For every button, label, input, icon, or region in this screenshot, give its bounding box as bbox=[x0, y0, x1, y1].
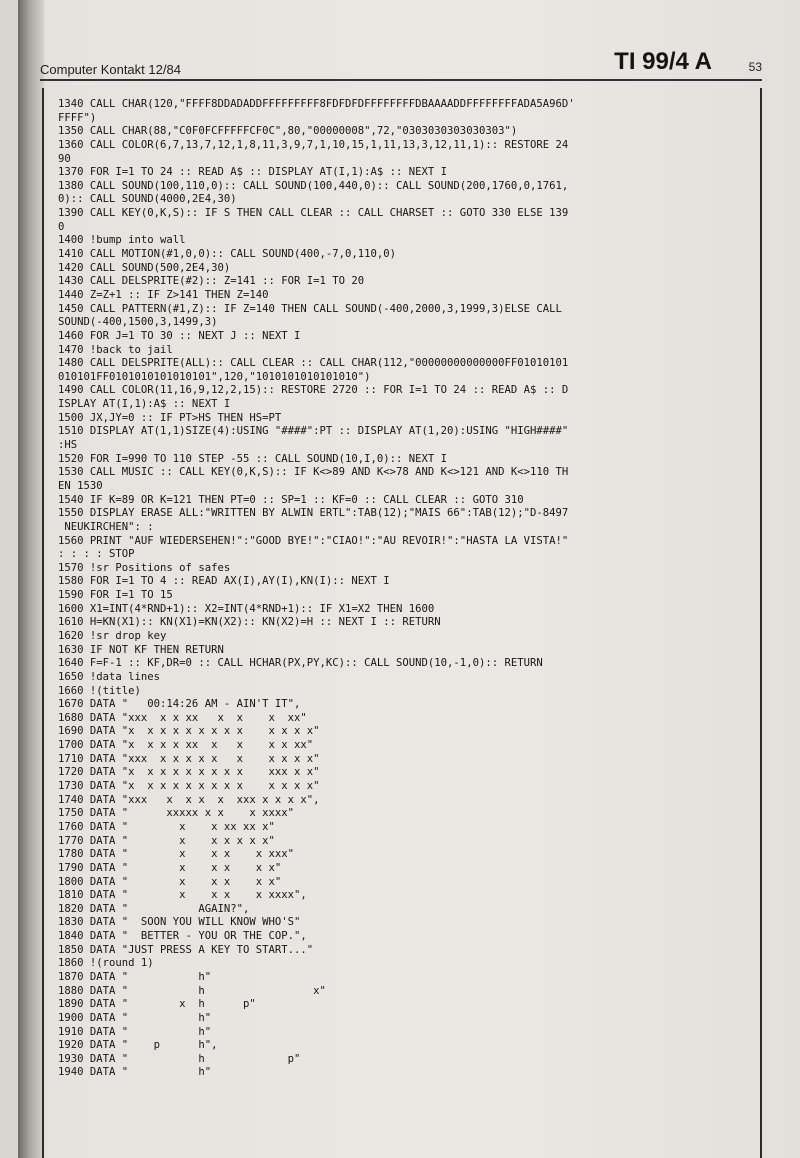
listing-line: 1410 CALL MOTION(#1,0,0):: CALL SOUND(400,-7,0,110,0) bbox=[58, 248, 397, 261]
listing-line: 1850 DATA "JUST PRESS A KEY TO START..." bbox=[58, 943, 314, 956]
listing-line: 1400 !bump into wall bbox=[58, 234, 186, 247]
listing-line: 1680 DATA "xxx x x xx x x x xx" bbox=[58, 711, 307, 724]
listing-line: 1930 DATA " h p" bbox=[58, 1052, 301, 1065]
listing-line: 1390 CALL KEY(0,K,S):: IF S THEN CALL CLEAR :: CALL CHARSET :: GOTO 330 ELSE 139 bbox=[58, 207, 569, 220]
listing-line: 1620 !sr drop key bbox=[58, 629, 167, 642]
listing-line: 1770 DATA " x x x x x x" bbox=[58, 834, 275, 847]
binding-shadow bbox=[18, 0, 44, 1158]
listing-line: 0 bbox=[58, 220, 65, 233]
listing-line: : : : : STOP bbox=[58, 548, 135, 561]
listing-line: FFFF") bbox=[58, 111, 97, 124]
listing-line: 1780 DATA " x x x x xxx" bbox=[58, 848, 294, 861]
listing-line: 1500 JX,JY=0 :: IF PT>HS THEN HS=PT bbox=[58, 411, 282, 424]
listing-line: 1920 DATA " p h", bbox=[58, 1039, 218, 1052]
listing-line: 1760 DATA " x x xx xx x" bbox=[58, 820, 275, 833]
listing-line: 1650 !data lines bbox=[58, 670, 161, 683]
listing-line: 1520 FOR I=990 TO 110 STEP -55 :: CALL SOUND(10,I,0):: NEXT I bbox=[58, 452, 448, 465]
listing-line: 1860 !(round 1) bbox=[58, 957, 154, 970]
listing-line: 1830 DATA " SOON YOU WILL KNOW WHO'S" bbox=[58, 916, 301, 929]
listing-line: ISPLAY AT(I,1):A$ :: NEXT I bbox=[58, 398, 231, 411]
listing-line: 1720 DATA "x x x x x x x x x xxx x x" bbox=[58, 766, 320, 779]
listing-line: 1570 !sr Positions of safes bbox=[58, 561, 231, 574]
listing-line: 1750 DATA " xxxxx x x x xxxx" bbox=[58, 807, 294, 820]
listing-line: 1460 FOR J=1 TO 30 :: NEXT J :: NEXT I bbox=[58, 329, 301, 342]
listing-line: 1910 DATA " h" bbox=[58, 1025, 212, 1038]
listing-line: 1880 DATA " h x" bbox=[58, 984, 326, 997]
listing-line: 0):: CALL SOUND(4000,2E4,30) bbox=[58, 193, 237, 206]
listing-line: 1740 DATA "xxx x x x x xxx x x x x", bbox=[58, 793, 320, 806]
listing-line: 1360 CALL COLOR(6,7,13,7,12,1,8,11,3,9,7,1,10,15,1,11,13,3,12,11,1):: RESTORE 24 bbox=[58, 138, 569, 151]
listing-line: 1450 CALL PATTERN(#1,Z):: IF Z=140 THEN CALL SOUND(-400,2000,3,1999,3)ELSE CALL bbox=[58, 302, 562, 315]
listing-line: 1810 DATA " x x x x xxxx", bbox=[58, 889, 307, 902]
listing-line: 1710 DATA "xxx x x x x x x x x x x" bbox=[58, 752, 320, 765]
listing-line: 1340 CALL CHAR(120,"FFFF8DDADADDFFFFFFFFF8FDFDFDFFFFFFFFDBAAAADDFFFFFFFFADA5A96D' bbox=[58, 98, 575, 110]
listing-line: 1580 FOR I=1 TO 4 :: READ AX(I),AY(I),KN(I):: NEXT I bbox=[58, 575, 390, 588]
listing-line: NEUKIRCHEN": : bbox=[58, 520, 154, 533]
page-header bbox=[40, 48, 762, 82]
listing-line: 1350 CALL CHAR(88,"C0F0FCFFFFFCF0C",80,"00000008",72,"0303030303030303") bbox=[58, 125, 518, 138]
listing-line: 1420 CALL SOUND(500,2E4,30) bbox=[58, 261, 231, 274]
listing-line: 1550 DISPLAY ERASE ALL:"WRITTEN BY ALWIN ERTL":TAB(12);"MAIS 66":TAB(12);"D-8497 bbox=[58, 507, 569, 520]
listing-line: 1820 DATA " AGAIN?", bbox=[58, 902, 250, 915]
listing-line: SOUND(-400,1500,3,1499,3) bbox=[58, 316, 218, 329]
listing-line: EN 1530 bbox=[58, 479, 103, 492]
listing-line: 1430 CALL DELSPRITE(#2):: Z=141 :: FOR I=1 TO 20 bbox=[58, 275, 365, 288]
listing-line: 1370 FOR I=1 TO 24 :: READ A$ :: DISPLAY AT(I,1):A$ :: NEXT I bbox=[58, 166, 448, 179]
listing-line: 1470 !back to jail bbox=[58, 343, 173, 356]
listing-line: 1610 H=KN(X1):: KN(X1)=KN(X2):: KN(X2)=H :: NEXT I :: RETURN bbox=[58, 616, 441, 629]
listing-line: 1590 FOR I=1 TO 15 bbox=[58, 589, 173, 602]
listing-line: 1900 DATA " h" bbox=[58, 1011, 212, 1024]
listing-line: 1870 DATA " h" bbox=[58, 971, 212, 983]
listing-line: 1730 DATA "x x x x x x x x x x x x x" bbox=[58, 780, 320, 793]
listing-line: 1380 CALL SOUND(100,110,0):: CALL SOUND(100,440,0):: CALL SOUND(200,1760,0,1761, bbox=[58, 179, 569, 192]
listing-line: 1560 PRINT "AUF WIEDERSEHEN!":"GOOD BYE!":"CIAO!":"AU REVOIR!":"HASTA LA VISTA!" bbox=[58, 534, 569, 547]
listing-line: 1530 CALL MUSIC :: CALL KEY(0,K,S):: IF K<>89 AND K<>78 AND K<>121 AND K<>110 TH bbox=[58, 466, 569, 479]
listing-line: 1840 DATA " BETTER - YOU OR THE COP.", bbox=[58, 930, 307, 943]
header-rule bbox=[40, 79, 762, 81]
listing-line: 1660 !(title) bbox=[58, 684, 141, 697]
listing-line: 1700 DATA "x x x x xx x x x x xx" bbox=[58, 739, 314, 752]
listing-line: 1490 CALL COLOR(11,16,9,12,2,15):: RESTORE 2720 :: FOR I=1 TO 24 :: READ A$ :: D bbox=[58, 384, 569, 397]
page-number: 53 bbox=[748, 60, 762, 74]
listing-line: 1630 IF NOT KF THEN RETURN bbox=[58, 643, 224, 656]
listing-line: 1600 X1=INT(4*RND+1):: X2=INT(4*RND+1):: IF X1=X2 THEN 1600 bbox=[58, 602, 435, 615]
system-title: TI 99/4 A bbox=[614, 48, 712, 75]
listing-line: 1640 F=F-1 :: KF,DR=0 :: CALL HCHAR(PX,PY,KC):: CALL SOUND(10,-1,0):: RETURN bbox=[58, 657, 543, 670]
listing-line: 1800 DATA " x x x x x" bbox=[58, 875, 282, 888]
listing-line: :HS bbox=[58, 439, 78, 452]
listing-line: 1480 CALL DELSPRITE(ALL):: CALL CLEAR :: CALL CHAR(112,"00000000000000FF01010101 bbox=[58, 357, 569, 370]
magazine-title: Computer Kontakt 12/84 bbox=[40, 62, 181, 77]
listing-line: 1670 DATA " 00:14:26 AM - AIN'T IT", bbox=[58, 698, 301, 711]
listing-line: 1890 DATA " x h p" bbox=[58, 998, 256, 1011]
listing-line: 1440 Z=Z+1 :: IF Z>141 THEN Z=140 bbox=[58, 288, 269, 301]
listing-line: 1790 DATA " x x x x x" bbox=[58, 861, 282, 874]
listing-line: 90 bbox=[58, 152, 71, 165]
listing-line: 010101FF0101010101010101",120,"1010101010101010") bbox=[58, 370, 371, 383]
listing-line: 1940 DATA " h" bbox=[58, 1066, 212, 1079]
listing-line: 1690 DATA "x x x x x x x x x x x x x" bbox=[58, 725, 320, 738]
listing-line: 1540 IF K=89 OR K=121 THEN PT=0 :: SP=1 :: KF=0 :: CALL CLEAR :: GOTO 310 bbox=[58, 493, 524, 506]
listing-line: 1510 DISPLAY AT(1,1)SIZE(4):USING "####":PT :: DISPLAY AT(1,20):USING "HIGH####" bbox=[58, 425, 569, 438]
program-listing bbox=[58, 98, 748, 1080]
